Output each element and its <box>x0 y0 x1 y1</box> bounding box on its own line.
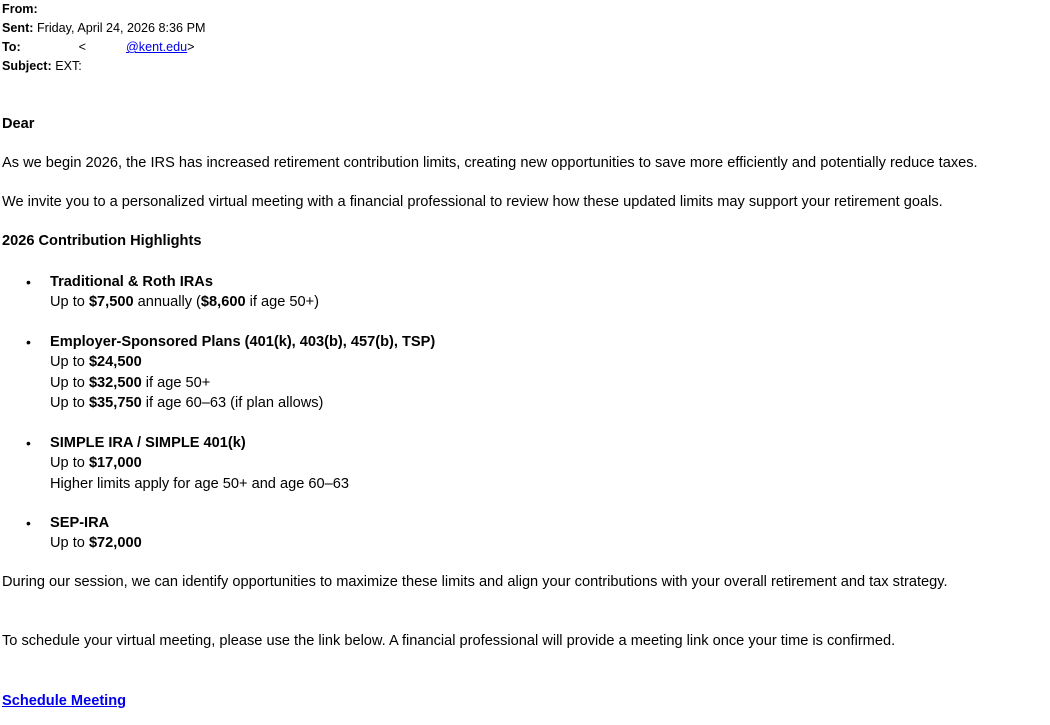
line-suffix: if age 50+ <box>141 374 211 391</box>
bullet-icon: • <box>26 515 31 531</box>
item-line <box>50 453 435 474</box>
item-line <box>50 292 435 313</box>
schedule-meeting-link[interactable]: Schedule Meeting <box>2 693 127 709</box>
contribution-list <box>0 272 435 553</box>
bullet-icon: • <box>26 274 31 290</box>
line-suffix: if age 50+) <box>245 294 319 310</box>
amount: $8,600 <box>200 294 246 310</box>
amount: $17,000 <box>88 455 142 471</box>
item-title: Employer-Sponsored Plans (401(k), 403(b), 457(b), TSP) <box>50 334 436 350</box>
amount: $32,500 <box>88 374 142 391</box>
from-line <box>2 0 205 19</box>
list-item <box>0 433 435 513</box>
sent-label: Sent: <box>2 21 34 35</box>
session-paragraph: During our session, we can identify opportunities to maximize these limits and align your contributions with your overall retirement and tax strategy. <box>2 574 948 590</box>
line-prefix: Up to <box>50 535 89 551</box>
item-title: SIMPLE IRA / SIMPLE 401(k) <box>50 435 246 451</box>
bullet-icon: • <box>26 334 31 350</box>
list-item <box>0 332 435 433</box>
line-prefix: Up to <box>50 374 89 391</box>
line-prefix: Up to <box>50 354 89 370</box>
item-line <box>50 373 435 394</box>
to-line <box>2 38 205 57</box>
list-item <box>0 272 435 332</box>
to-label: To: <box>2 40 21 54</box>
item-line <box>50 533 435 554</box>
sent-value: Friday, April 24, 2026 8:36 PM <box>36 21 206 35</box>
item-line <box>50 393 435 414</box>
to-close-bracket: > <box>187 40 195 54</box>
intro-paragraph: As we begin 2026, the IRS has increased retirement contribution limits, creating new opportunities to save more efficiently and potentially reduce taxes. <box>2 155 978 171</box>
from-label: From: <box>2 2 38 16</box>
bullet-icon: • <box>26 435 31 451</box>
item-title: SEP-IRA <box>50 515 110 531</box>
greeting: Dear <box>2 116 35 132</box>
line-prefix: Up to <box>50 395 89 411</box>
amount: $72,000 <box>88 535 142 551</box>
to-open-bracket: < <box>78 40 87 54</box>
highlights-title: 2026 Contribution Highlights <box>2 233 202 249</box>
sent-line <box>2 19 205 38</box>
list-item <box>0 513 435 553</box>
item-line <box>50 352 435 373</box>
line-prefix: Up to <box>50 455 89 471</box>
subject-label: Subject: <box>2 59 52 73</box>
amount: $24,500 <box>88 354 142 370</box>
line-mid: annually ( <box>133 294 201 310</box>
invite-paragraph: We invite you to a personalized virtual meeting with a financial professional to review how these updated limits may support your retirement goals. <box>2 194 943 210</box>
line-suffix: if age 60–63 (if plan allows) <box>141 395 324 411</box>
item-title: Traditional & Roth IRAs <box>50 274 213 290</box>
subject-value: EXT: <box>55 59 82 73</box>
amount: $35,750 <box>88 395 142 411</box>
schedule-paragraph: To schedule your virtual meeting, please use the link below. A financial professional will provide a meeting link once your time is confirmed. <box>2 633 896 649</box>
item-line: Higher limits apply for age 50+ and age 60–63 <box>50 475 349 492</box>
to-email-link[interactable]: @kent.edu <box>126 40 188 54</box>
email-header <box>2 0 205 76</box>
subject-line <box>2 57 205 76</box>
line-prefix: Up to <box>50 294 89 310</box>
amount: $7,500 <box>88 294 134 310</box>
